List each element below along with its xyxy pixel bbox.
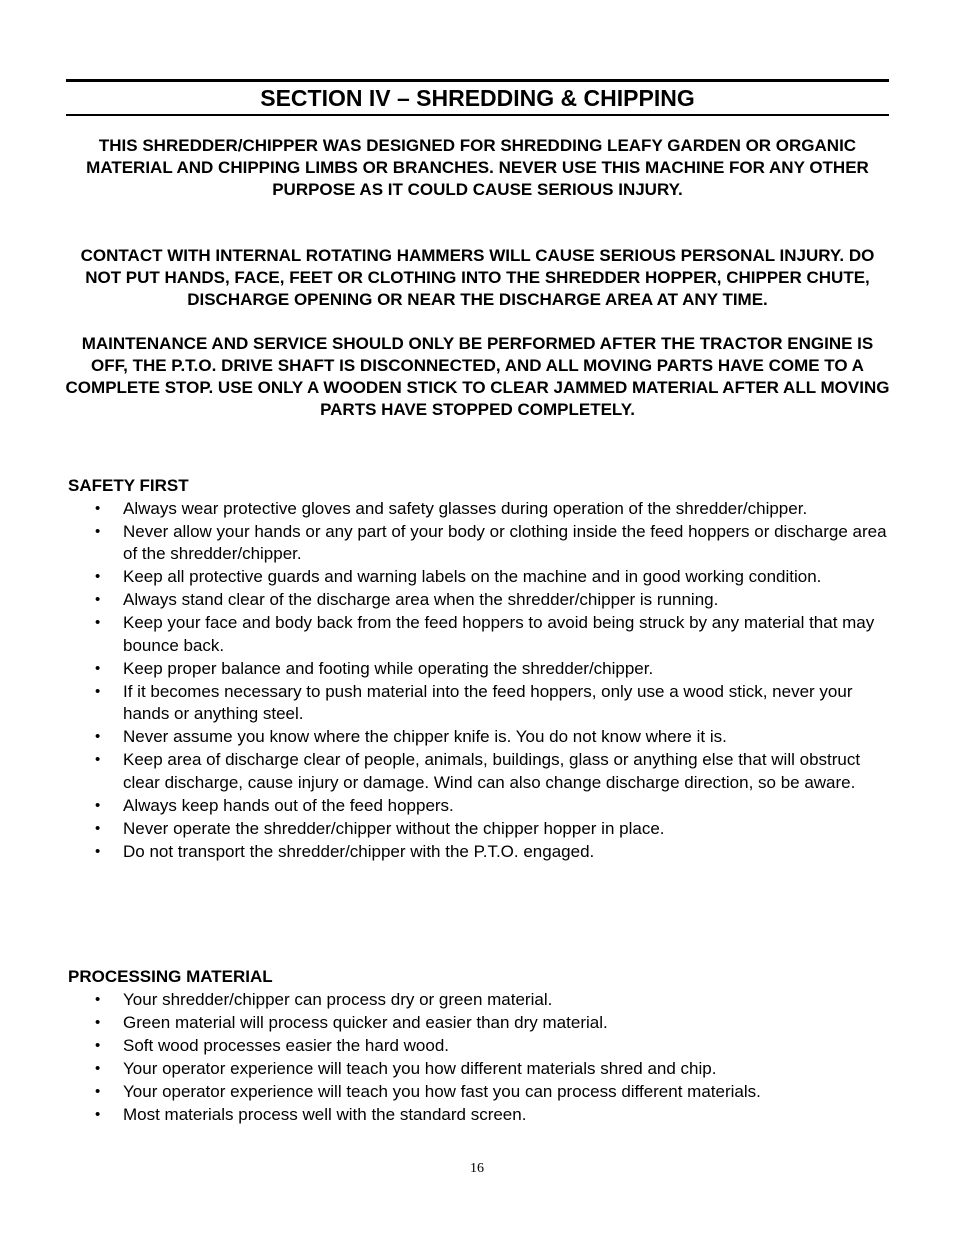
- list-item: [0, 841, 891, 863]
- warning-rotating-hammers: CONTACT WITH INTERNAL ROTATING HAMMERS WILL CAUSE SERIOUS PERSONAL INJURY. DO NOT PUT HANDS, FACE, FEET OR CLOTHING INTO THE SHREDDER HOPPER, CHIPPER CHUTE, DISCHARGE OPENING OR NEAR THE DISCHARGE AREA AT ANY TIME.: [80, 246, 875, 309]
- list-item: [0, 749, 891, 794]
- list-item-text: Green material will process quicker and easier than dry material.: [123, 1013, 608, 1032]
- list-item: [0, 818, 891, 840]
- list-item-text: Keep your face and body back from the feed hoppers to avoid being struck by any material that may bounce back.: [123, 613, 875, 655]
- section-title: SECTION IV – SHREDDING & CHIPPING: [260, 85, 695, 111]
- bullet-icon: •: [95, 1014, 101, 1031]
- list-item-text: Never operate the shredder/chipper without the chipper hopper in place.: [123, 818, 665, 838]
- list-item-text: If it becomes necessary to push material into the feed hoppers, only use a wood stick, never your hands or anything steel.: [123, 681, 853, 724]
- bullet-icon: •: [95, 819, 101, 837]
- list-item: [0, 681, 891, 726]
- list-item-text: Your shredder/chipper can process dry or green material.: [123, 990, 553, 1009]
- list-item: [0, 521, 891, 566]
- section-bottom-rule: [66, 114, 889, 116]
- warning-design-purpose: THIS SHREDDER/CHIPPER WAS DESIGNED FOR SHREDDING LEAFY GARDEN OR ORGANIC MATERIAL AND CHIPPING LIMBS OR BRANCHES. NEVER USE THIS MACHINE FOR ANY OTHER PURPOSE AS IT COULD CAUSE SERIOUS INJURY.: [86, 136, 869, 199]
- list-item: [0, 1035, 891, 1057]
- list-item: [0, 658, 891, 680]
- bullet-icon: •: [95, 682, 101, 700]
- bullet-icon: •: [95, 1083, 101, 1100]
- list-item-text: Never assume you know where the chipper knife is. You do not know where it is.: [123, 727, 727, 747]
- bullet-icon: •: [95, 991, 101, 1008]
- list-item-text: Always keep hands out of the feed hoppers.: [123, 795, 454, 815]
- warning-maintenance: MAINTENANCE AND SERVICE SHOULD ONLY BE PERFORMED AFTER THE TRACTOR ENGINE IS OFF, THE P.T.O. DRIVE SHAFT IS DISCONNECTED, AND ALL MOVING PARTS HAVE COME TO A COMPLETE STOP. USE ONLY A WOODEN STICK TO CLEAR JAMMED MATERIAL AFTER ALL MOVING PARTS HAVE STOPPED COMPLETELY.: [65, 334, 890, 419]
- list-item-text: Never allow your hands or any part of your body or clothing inside the feed hoppers or discharge area of the shredder/chipper.: [123, 522, 887, 564]
- list-item: [0, 1058, 891, 1080]
- list-item-text: Keep all protective guards and warning labels on the machine and in good working condition.: [123, 567, 822, 587]
- list-item-text: Do not transport the shredder/chipper with the P.T.O. engaged.: [123, 841, 595, 861]
- list-item: [0, 726, 891, 748]
- list-item: [0, 795, 891, 817]
- bullet-icon: •: [95, 728, 101, 746]
- bullet-icon: •: [95, 614, 101, 632]
- list-item: [0, 612, 891, 657]
- list-item-text: Always wear protective gloves and safety glasses during operation of the shredder/chipper.: [123, 499, 808, 518]
- bullet-icon: •: [95, 751, 101, 769]
- safety-first-list: [0, 498, 954, 864]
- bullet-icon: •: [95, 500, 101, 517]
- list-item-text: Keep proper balance and footing while operating the shredder/chipper.: [123, 658, 654, 678]
- bullet-icon: •: [95, 659, 101, 677]
- list-item-text: Your operator experience will teach you how different materials shred and chip.: [123, 1059, 717, 1078]
- list-item-text: Soft wood processes easier the hard wood.: [123, 1036, 450, 1055]
- bullet-icon: •: [95, 591, 101, 609]
- list-item-text: Your operator experience will teach you how fast you can process different materials.: [123, 1082, 761, 1101]
- bullet-icon: •: [95, 842, 101, 860]
- bullet-icon: •: [95, 523, 101, 540]
- list-item: [0, 1104, 891, 1126]
- list-item: [0, 498, 891, 520]
- bullet-icon: •: [95, 1037, 101, 1054]
- list-item-text: Keep area of discharge clear of people, animals, buildings, glass or anything else that will obstruct clear discharge, cause injury or damage. Wind can also change discharge direction, so be aware.: [123, 750, 861, 792]
- safety-first-heading: SAFETY FIRST: [68, 476, 189, 495]
- page-number: 16: [470, 1161, 484, 1176]
- section-top-rule: [66, 79, 889, 82]
- bullet-icon: •: [95, 796, 101, 814]
- bullet-icon: •: [95, 1060, 101, 1077]
- list-item-text: Always stand clear of the discharge area when the shredder/chipper is running.: [123, 590, 719, 610]
- list-item: [0, 1081, 891, 1103]
- list-item: [0, 989, 891, 1011]
- bullet-icon: •: [95, 568, 101, 586]
- processing-material-heading: PROCESSING MATERIAL: [68, 967, 273, 986]
- list-item: [0, 1012, 891, 1034]
- list-item-text: Most materials process well with the standard screen.: [123, 1105, 527, 1124]
- list-item: [0, 589, 891, 611]
- list-item: [0, 566, 891, 588]
- bullet-icon: •: [95, 1106, 101, 1123]
- processing-material-list: [0, 989, 954, 1127]
